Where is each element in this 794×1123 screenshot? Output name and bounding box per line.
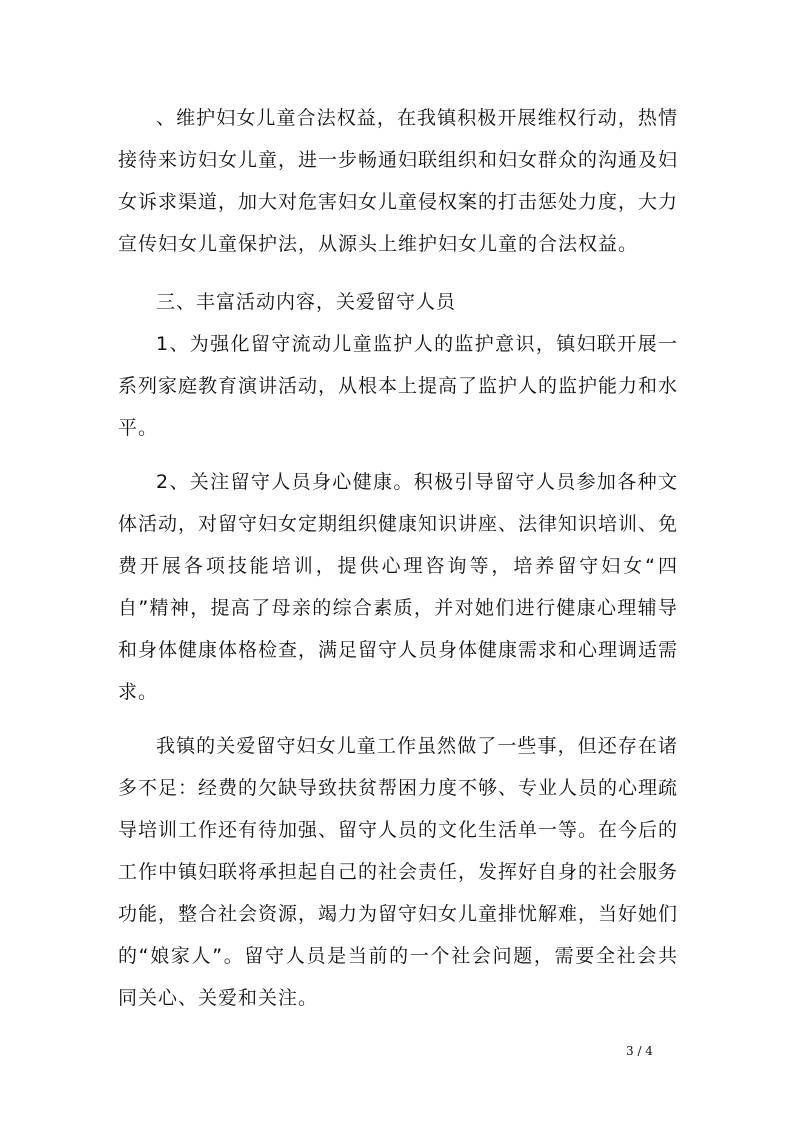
section-heading-care-left-behind: 三、丰富活动内容，关爱留守人员 [156,291,457,313]
paragraph-rights-protection: 、维护妇女儿童合法权益，在我镇积极开展维权行动，热情接待来访妇女儿童，进一步畅通妇联组织和妇女群众的沟通及妇女诉求渠道，加大对危害妇女儿童侵权案的打击惩处力度，大力宣传妇女儿童保护法，从源头上维护妇女儿童的合法权益。 [118,107,679,255]
paragraph-guardian-awareness: 1、为强化留守流动儿童监护人的监护意识，镇妇联开展一系列家庭教育演讲活动，从根本上提高了监护人的监护能力和水平。 [118,333,679,439]
document-body [118,97,678,1035]
paragraph-summary-shortcomings: 我镇的关爱留守妇女儿童工作虽然做了一些事，但还存在诸多不足：经费的欠缺导致扶贫帮困力度不够、专业人员的心理疏导培训工作还有待加强、留守人员的文化生活单一等。在今后的工作中镇妇联将承担起自己的社会责任，发挥好自身的社会服务功能，整合社会资源，竭力为留守妇女儿童排忧解难，当好她们的“娘家人”。留守人员是当前的一个社会问题，需要全社会共同关心、关爱和关注。 [118,735,679,1009]
page-number: 3 / 4 [626,1044,653,1058]
paragraph-physical-mental-health: 2、关注留守人员身心健康。积极引导留守人员参加各种文体活动，对留守妇女定期组织健康知识讲座、法律知识培训、免费开展各项技能培训，提供心理咨询等，培养留守妇女“四自”精神，提高了母亲的综合素质，并对她们进行健康心理辅导和身体健康体格检查，满足留守人员身体健康需求和心理调适需求。 [118,471,679,703]
